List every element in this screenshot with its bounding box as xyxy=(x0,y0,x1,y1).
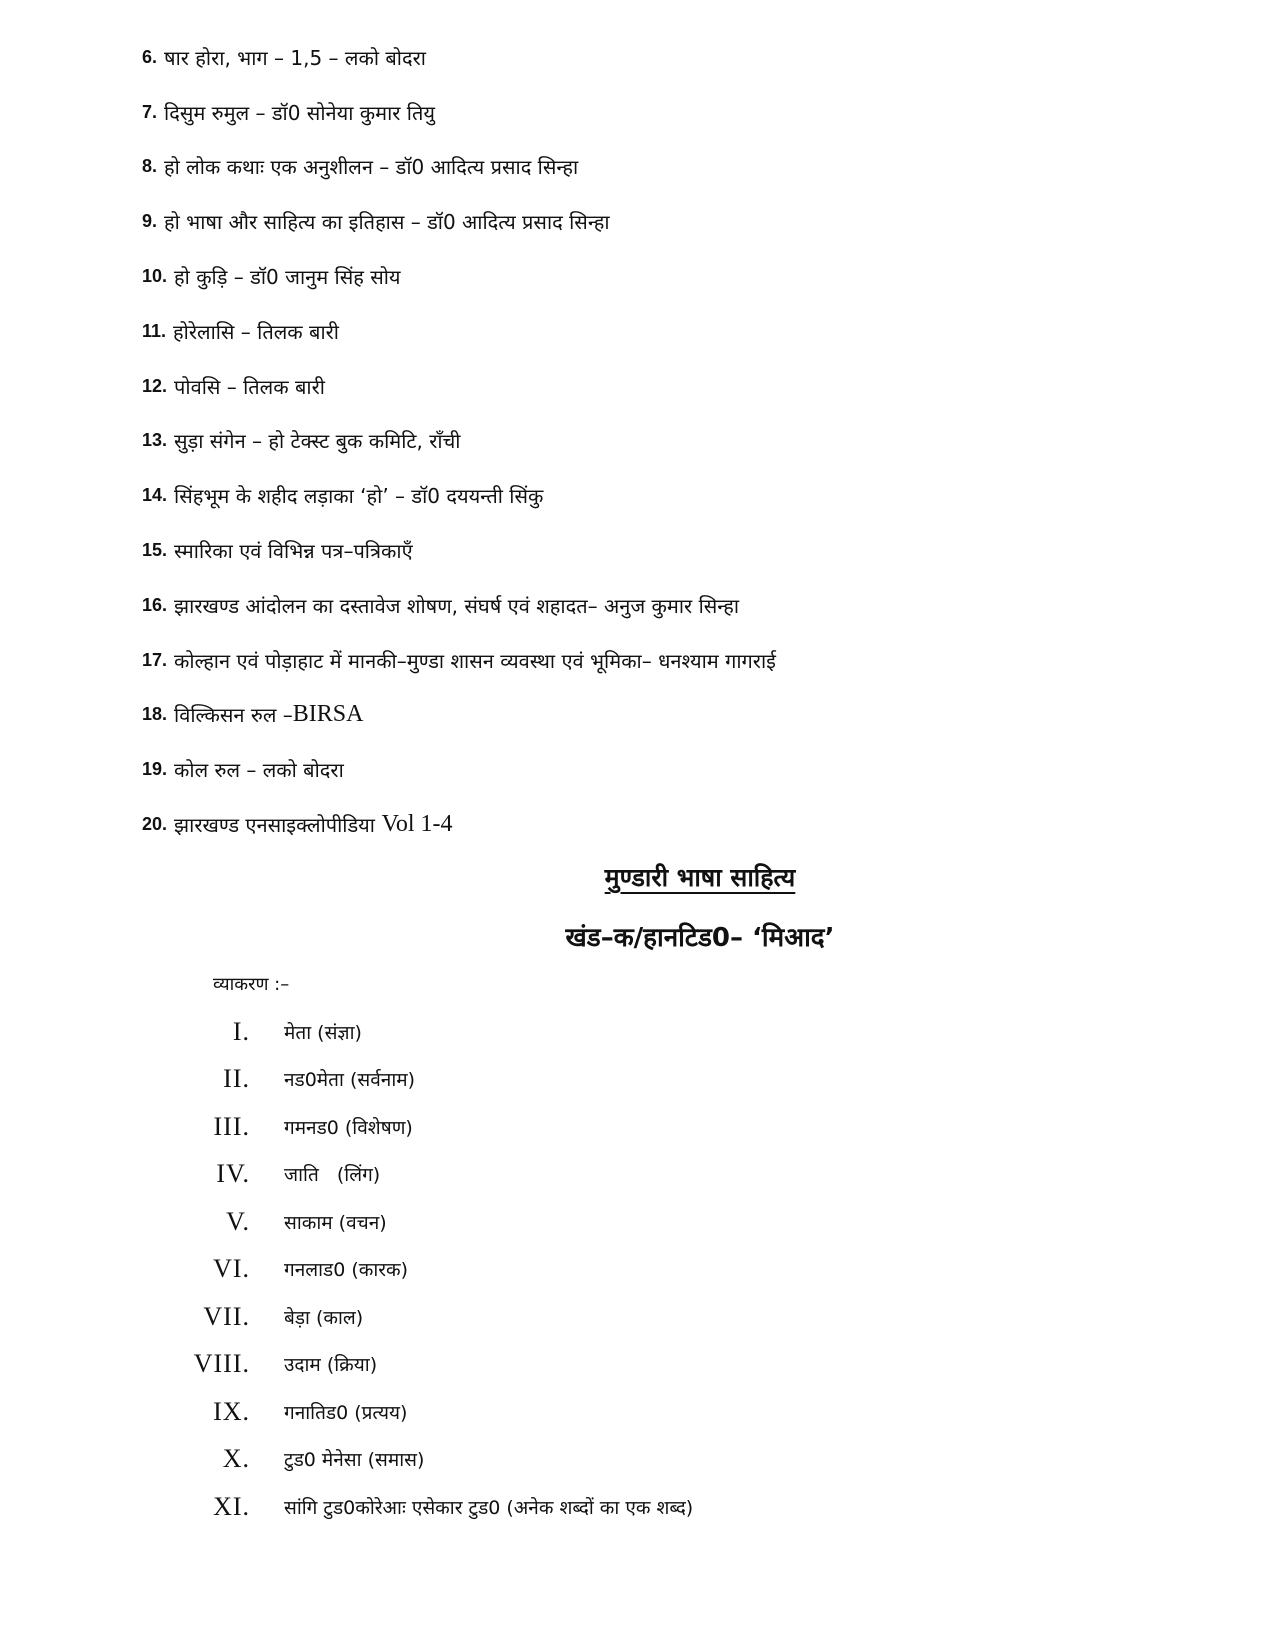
roman-numeral: II. xyxy=(223,1064,250,1094)
reference-latin-text: BIRSA xyxy=(292,701,364,728)
reference-item-16 xyxy=(142,578,776,633)
reference-number: 15. xyxy=(142,540,168,561)
reference-text: पोवसि – तिलक बारी xyxy=(174,374,325,399)
reference-text: हो भाषा और साहित्य का इतिहास – डॉ0 आदित्य प्रसाद सिन्हा xyxy=(164,210,610,235)
reference-list xyxy=(142,30,776,852)
reference-number: 16. xyxy=(142,594,168,615)
reference-latin-text: Vol 1-4 xyxy=(381,811,453,838)
grammar-item xyxy=(170,1008,693,1056)
reference-text: कोल्हान एवं पोड़ाहाट में मानकी–मुण्डा शासन व्यवस्था एवं भूमिका– धनश्याम गागराई xyxy=(174,648,776,673)
roman-numeral: VIII. xyxy=(193,1349,250,1379)
reference-number: 9. xyxy=(142,211,158,232)
reference-text: हो लोक कथाः एक अनुशीलन – डॉ0 आदित्य प्रसाद सिन्हा xyxy=(164,155,579,180)
grammar-label: व्याकरण :– xyxy=(213,974,290,995)
reference-text: कोल रुल – लको बोदरा xyxy=(174,758,344,783)
grammar-item xyxy=(170,1436,693,1484)
grammar-item xyxy=(170,1293,693,1341)
reference-number: 7. xyxy=(142,101,158,122)
reference-item-18 xyxy=(142,688,776,743)
grammar-text: गनातिड0 (प्रत्यय) xyxy=(284,1401,408,1424)
reference-text: सुड़ा संगेन – हो टेक्स्ट बुक कमिटि, राँची xyxy=(174,429,461,454)
reference-number: 8. xyxy=(142,156,158,177)
reference-number: 12. xyxy=(142,375,168,396)
reference-item-14 xyxy=(142,468,776,523)
reference-number: 6. xyxy=(142,46,158,67)
roman-numeral: IX. xyxy=(213,1396,250,1426)
reference-item-15 xyxy=(142,523,776,578)
grammar-item xyxy=(170,1056,693,1104)
section-subtitle: खंड–क/हानटिड0– ‘मिआद’ xyxy=(565,923,835,953)
reference-text: हो कुड़ि – डॉ0 जानुम सिंह सोय xyxy=(174,265,401,290)
reference-item-10 xyxy=(142,249,776,304)
reference-item-12 xyxy=(142,359,776,414)
reference-item-7 xyxy=(142,85,776,140)
roman-numeral: I. xyxy=(232,1016,250,1046)
grammar-text: नड0मेता (सर्वनाम) xyxy=(284,1069,416,1092)
reference-number: 11. xyxy=(142,320,167,341)
grammar-text: टुड0 मेनेसा (समास) xyxy=(284,1449,425,1472)
reference-text: होरेलासि – तिलक बारी xyxy=(173,319,339,344)
reference-number: 19. xyxy=(142,759,168,780)
reference-number: 17. xyxy=(142,649,168,670)
reference-text: विल्किसन रुल – xyxy=(174,703,293,728)
grammar-item xyxy=(170,1483,693,1531)
section-title: मुण्डारी भाषा साहित्य xyxy=(604,863,796,892)
grammar-item xyxy=(170,1151,693,1199)
reference-number: 20. xyxy=(142,814,168,835)
reference-item-17 xyxy=(142,633,776,688)
grammar-text: मेता (संज्ञा) xyxy=(284,1021,362,1044)
grammar-text: सांगि टुड0कोरेआः एसेकार टुड0 (अनेक शब्दों का एक शब्द) xyxy=(284,1496,694,1519)
grammar-text: जाति (लिंग) xyxy=(284,1164,381,1187)
roman-numeral: VII. xyxy=(203,1301,250,1331)
grammar-item xyxy=(170,1341,693,1389)
reference-number: 13. xyxy=(142,430,168,451)
grammar-text: गमनड0 (विशेषण) xyxy=(284,1116,413,1139)
grammar-item xyxy=(170,1246,693,1294)
grammar-text: बेड़ा (काल) xyxy=(284,1306,364,1329)
reference-item-20 xyxy=(142,797,776,852)
grammar-item xyxy=(170,1103,693,1151)
reference-number: 14. xyxy=(142,485,168,506)
grammar-text: उदाम (क्रिया) xyxy=(284,1354,378,1377)
roman-numeral: IV. xyxy=(216,1159,250,1189)
reference-item-8 xyxy=(142,140,776,195)
reference-item-11 xyxy=(142,304,776,359)
roman-numeral: XI. xyxy=(213,1491,250,1521)
grammar-text: साकाम (वचन) xyxy=(284,1211,387,1234)
reference-item-19 xyxy=(142,742,776,797)
roman-numeral: X. xyxy=(222,1444,250,1474)
reference-text: दिसुम रुमुल – डॉ0 सोनेया कुमार तियु xyxy=(164,100,435,125)
roman-numeral: V. xyxy=(226,1206,250,1236)
reference-item-13 xyxy=(142,414,776,469)
grammar-item xyxy=(170,1388,693,1436)
reference-text: षार होरा, भाग – 1,5 – लको बोदरा xyxy=(164,45,426,70)
reference-text: झारखण्ड एनसाइक्लोपीडिया xyxy=(174,813,375,838)
grammar-text: गनलाड0 (कारक) xyxy=(284,1259,409,1282)
reference-text: स्मारिका एवं विभिन्न पत्र–पत्रिकाएँ xyxy=(174,539,413,564)
reference-number: 18. xyxy=(142,704,168,725)
grammar-list xyxy=(170,1008,693,1531)
grammar-item xyxy=(170,1198,693,1246)
roman-numeral: VI. xyxy=(213,1254,250,1284)
reference-item-6 xyxy=(142,30,776,85)
reference-number: 10. xyxy=(142,266,168,287)
reference-text: झारखण्ड आंदोलन का दस्तावेज शोषण, संघर्ष एवं शहादत– अनुज कुमार सिन्हा xyxy=(174,593,740,618)
reference-item-9 xyxy=(142,194,776,249)
roman-numeral: III. xyxy=(213,1111,250,1141)
reference-text: सिंहभूम के शहीद लड़ाका ‘हो’ – डॉ0 दययन्ती सिंकु xyxy=(174,484,544,509)
